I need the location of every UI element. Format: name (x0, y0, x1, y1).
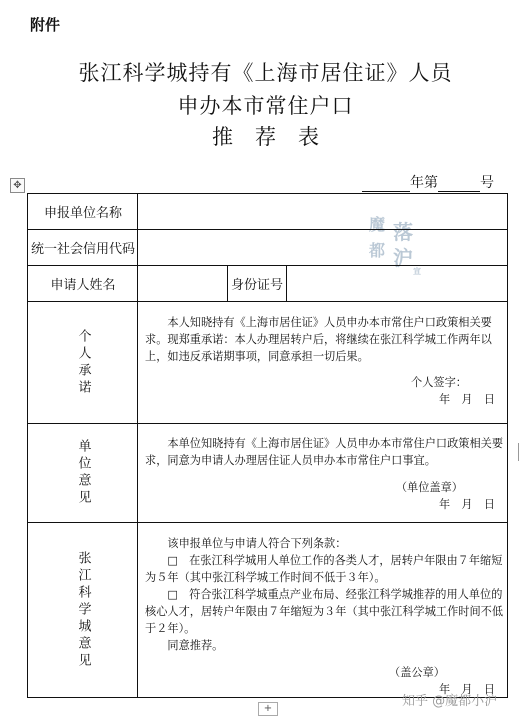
watermark-char-2: 都 (369, 241, 386, 260)
year-blank[interactable] (362, 175, 410, 192)
number-blank[interactable] (438, 175, 480, 192)
personal-commitment-label: 个人承诺 (75, 328, 91, 397)
unit-opinion-date: 年 月 日 (439, 498, 495, 511)
personal-commitment-cell (145, 314, 507, 422)
watermark-char-4: 沪 (393, 246, 413, 270)
watermark-char-3: 落 (393, 220, 413, 244)
add-row-icon[interactable]: + (258, 702, 278, 716)
recommendation-form-table (27, 193, 508, 698)
source-credit: 知乎 @魔都小沪 (402, 694, 498, 709)
attachment-label: 附件 (30, 16, 61, 34)
zhangjiang-opinion-date: 年 月 日 (439, 683, 495, 696)
document-number-line (362, 172, 494, 192)
credit-code-label: 统一社会信用代码 (30, 242, 135, 257)
move-handle-icon[interactable]: ✥ (10, 178, 25, 193)
unit-opinion-cell (145, 435, 507, 521)
applicant-unit-label: 申报单位名称 (43, 206, 122, 221)
document-title-line-1: 张江科学城持有《上海市居住证》人员 (78, 61, 453, 85)
credit-code-field[interactable] (138, 230, 507, 265)
year-suffix: 年第 (410, 175, 438, 191)
zhangjiang-clause-2[interactable]: □ 符合张江科学城重点产业布局、经张江科学城推荐的用人单位的核心人才，居转户年限由７年缩短为３年（其中张江科学城工作时间不低于２年）。 (145, 588, 504, 635)
applicant-name-field[interactable] (138, 266, 227, 301)
unit-opinion-text: 本单位知晓持有《上海市居住证》人员申办本市常住户口政策相关要求，同意为申请人办理居住证人员申办本市常住户口事宜。 (145, 437, 504, 467)
zhangjiang-clause-1[interactable]: □ 在张江科学城用人单位工作的各类人才，居转户年限由７年缩短为５年（其中张江科学城工作时间不低于３年）。 (145, 554, 503, 584)
unit-seal-label: （单位盖章） (395, 481, 463, 494)
zhangjiang-opinion-label: 张江科学城意见 (75, 550, 91, 670)
personal-signature-label: 个人签字： (411, 376, 467, 389)
zhangjiang-seal-label: （盖公章） (389, 666, 445, 679)
number-suffix: 号 (480, 175, 494, 191)
applicant-name-label: 申请人姓名 (50, 278, 116, 293)
zhangjiang-opinion-cell (145, 535, 507, 695)
document-title-line-3: 推荐表 (212, 125, 341, 149)
personal-commitment-text: 本人知晓持有《上海市居住证》人员申办本市常住户口政策相关要求。现郑重承诺：本人办理居转户后，将继续在张江科学城工作两年以上，如违反承诺期事项，同意承担一切后果。 (145, 316, 492, 363)
zhangjiang-recommend: 同意推荐。 (167, 639, 224, 652)
document-title-line-2: 申办本市常住户口 (177, 94, 354, 118)
watermark-char-1: 魔 (369, 215, 386, 234)
id-number-label: 身份证号 (230, 278, 283, 293)
unit-opinion-label: 单位意见 (75, 439, 91, 507)
watermark-char-5: 宣 (413, 267, 421, 276)
applicant-unit-field[interactable] (138, 194, 507, 229)
personal-commitment-date: 年 月 日 (439, 393, 495, 406)
table-resize-marker[interactable] (518, 443, 519, 461)
zhangjiang-intro: 该申报单位与申请人符合下列条款： (167, 537, 347, 550)
id-number-field[interactable] (287, 266, 507, 301)
